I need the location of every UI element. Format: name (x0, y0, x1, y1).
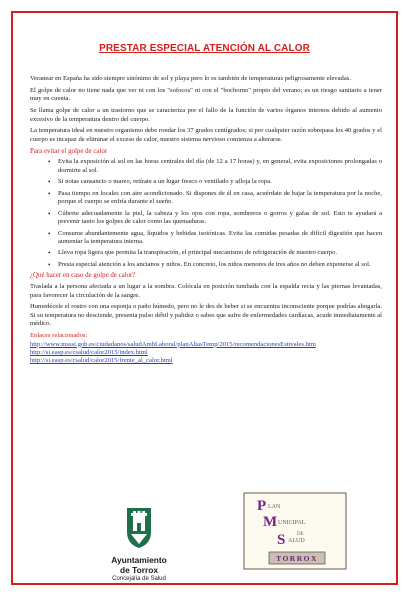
what-paragraph: Humedécele el rostro con una esponja o paño húmedo, pero no le des de beber si se encuentra inconsciente porque podrías ahogarla. Si su temperatura no desciende, presenta pulso débil y palidez o sabes que sufre de enfermedades cardíacas, acude inmediatamente al médico. (30, 303, 382, 328)
avoid-heading: Para evitar el golpe de calor (30, 147, 108, 155)
intro-paragraph: El golpe de calor no tiene nada que ver ni con los "sofocos" ni con el "bochorno" propio del verano; es un riesgo sanitario a tener muy en cuenta. (30, 86, 382, 103)
logo-line-2: de Torrox (119, 565, 158, 575)
svg-text:S: S (277, 532, 286, 548)
avoid-list (30, 158, 382, 269)
page-title: PRESTAR ESPECIAL ATENCIÓN AL CALOR (99, 43, 310, 54)
page-frame (11, 11, 398, 585)
plan-municipal-salud-logo (243, 492, 347, 570)
list-item: • Consume abundantemente agua, líquidos y bebidas isotónicas. Evita las comidas pesadas de difícil digestión que hacen aumentar la temperatura interna. (48, 230, 382, 247)
plan-municipal-salud-icon (243, 492, 347, 570)
logo-word-plan: LAN (268, 504, 281, 510)
logo-banner-torrox: TORROX (276, 554, 318, 563)
what-paragraph: Traslada a la persona afectada a un lugar a la sombra. Colócala en posición tumbada con la espalda recta y las piernas levantadas, para favorecer la circulación de la sangre. (30, 283, 382, 299)
link-ministerio[interactable]: http://www.msssi.gob.es/ciudadanos/saludAmbLaboral/planAltasTemp/2015/recomendacionesEstivales.htm (30, 340, 316, 348)
logo-word-municipal: UNICIPAL (278, 520, 306, 526)
document-body (30, 75, 382, 366)
list-item: • Si notas cansancio o mareo, retírate a un lugar fresco o ventilado y afloja la ropa. (48, 178, 382, 186)
intro-paragraph: Se llama golpe de calor a un trastorno que se caracteriza por el fallo de la función de varios órganos internos debido al aumento excesivo de la temperatura dentro del cuerpo. (30, 107, 382, 123)
logo-word-salud: ALUD (288, 538, 305, 544)
list-item: • Pasa tiempo en locales con aire acondicionado. Si dispones de él en casa, acuérdate de bajar la temperatura por la noche, porque el cuerpo se enfría durante el sueño. (48, 190, 382, 207)
list-item: • Evita la exposición al sol en las horas centrales del día (de 12 a 17 horas) y, en general, evita exposiciones prolongadas o dormirte al sol. (48, 158, 382, 175)
list-item: • Lleva ropa ligera que permita la transpiración, el principal mecanismo de refrigeración de nuestro cuerpo. (48, 249, 382, 257)
ayuntamiento-logo (87, 506, 191, 582)
link-calor-index[interactable]: http://si.easp.es/csalud/calor2015/index.html (30, 348, 148, 356)
links-heading: Enlaces relacionados: (30, 332, 88, 340)
link-frente-al-calor[interactable]: http://si.easp.es/csalud/calor2015/frente_al_calor.html (30, 357, 173, 365)
logo-word-de: DE (297, 532, 304, 537)
torrox-emblem-icon (119, 506, 159, 550)
intro-paragraph: La temperatura ideal en nuestro organismo debe rondar los 37 grados centígrados; si por cualquier razón sobrepasa los 40 grados y el cuerpo es incapaz de eliminar el exceso de calor, nuestro sistema nervioso comienza a alterarse. (30, 127, 382, 143)
what-to-do-heading: ¿Qué hacer en caso de golpe de calor? (30, 272, 136, 280)
logo-line-3: Concejalía de Salud (112, 576, 166, 582)
svg-text:P: P (257, 498, 267, 514)
logo-line-1: Ayuntamiento (111, 555, 167, 565)
svg-text:M: M (263, 514, 278, 530)
intro-paragraph: Veranear en España ha sido siempre sinónimo de sol y playa pero lo es también de temperaturas peligrosamente elevadas. (30, 75, 351, 82)
list-item: • Presta especial atención a los ancianos y niños. En concreto, los niños menores de tres años no deben exponerse al sol. (48, 261, 382, 269)
list-item: • Cúbrete adecuadamente la piel, la cabeza y los ojos con ropa, sombreros o gorros y gafas de sol. Esto te ayudará a prevenir tanto los golpes de calor como las quemaduras. (48, 210, 382, 227)
